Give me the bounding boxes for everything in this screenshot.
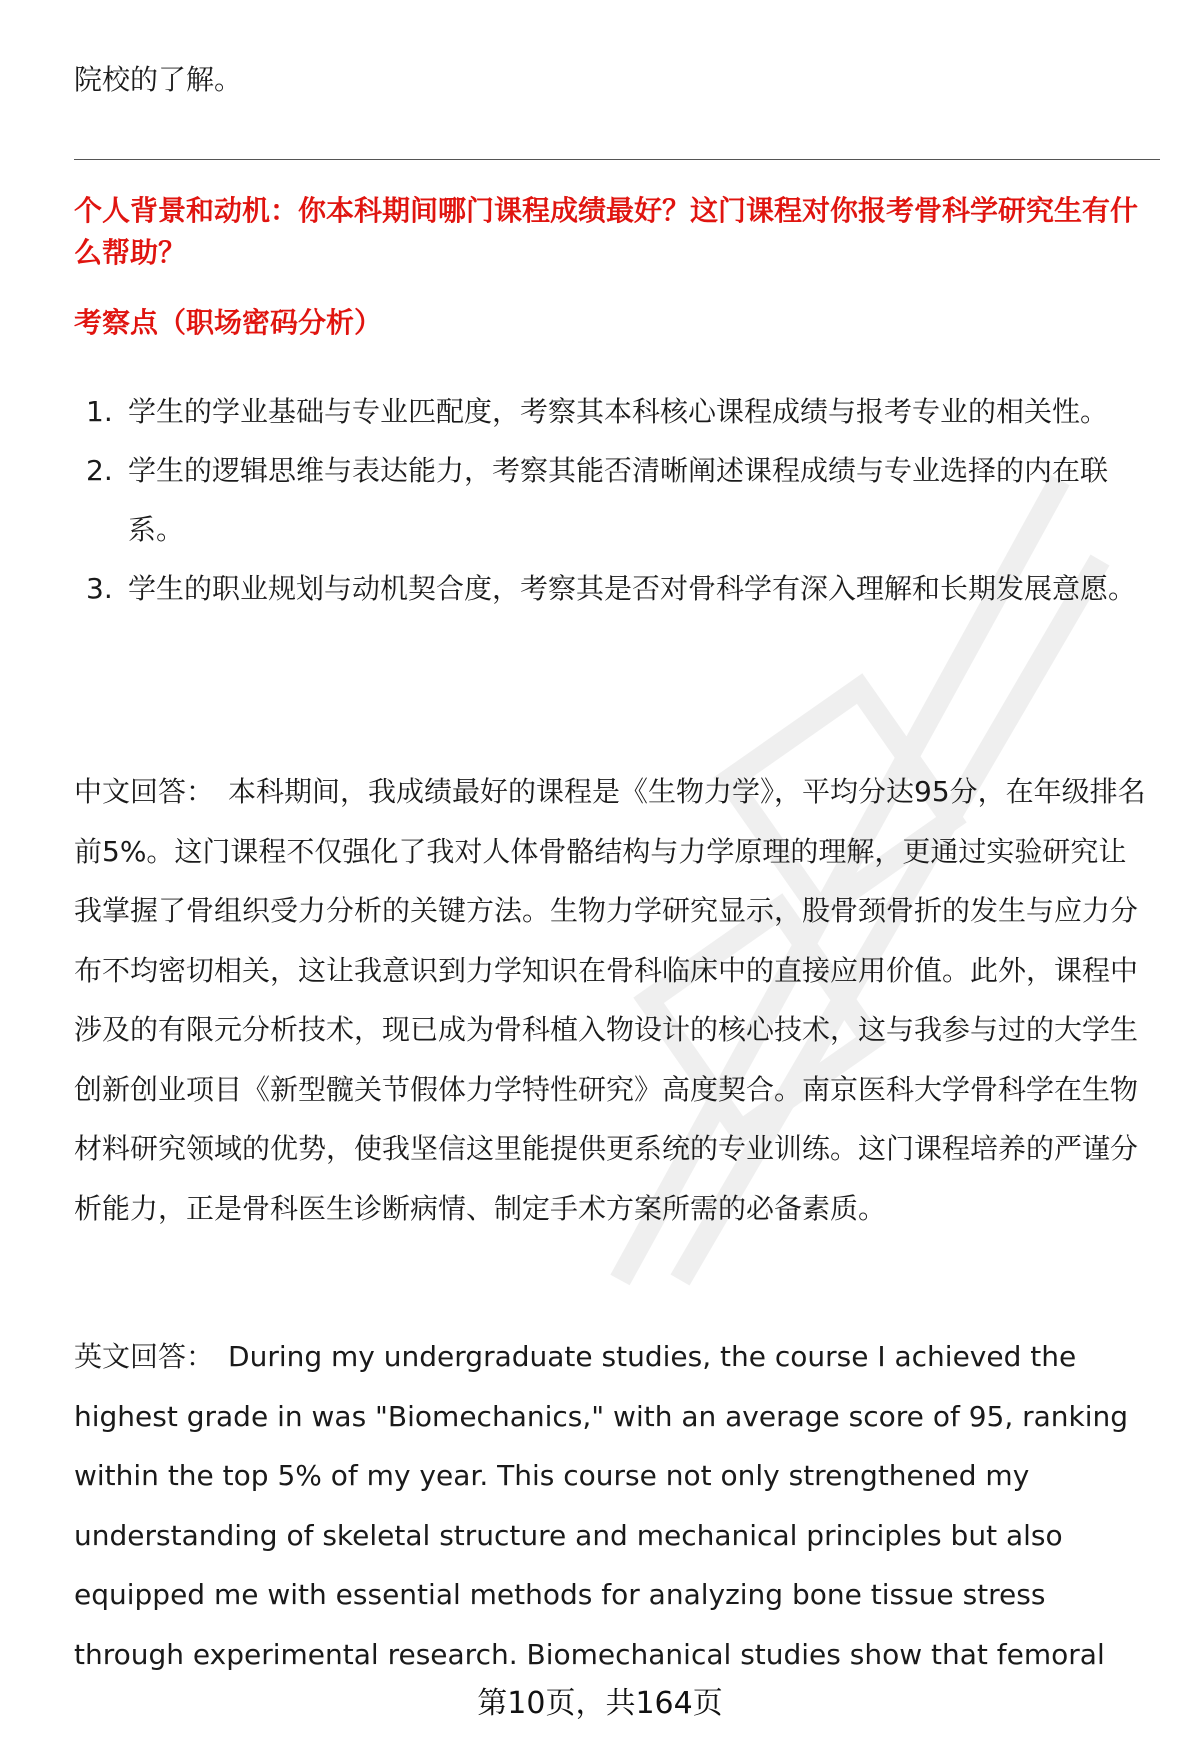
english-answer-label: 英文回答：	[74, 1340, 215, 1373]
english-answer	[74, 1327, 1154, 1684]
chinese-answer-label: 中文回答：	[74, 775, 215, 808]
list-item-number: 1.	[86, 395, 113, 428]
section-divider	[74, 159, 1160, 160]
list-item	[74, 441, 1160, 559]
question-heading: 个人背景和动机：你本科期间哪门课程成绩最好？这门课程对你报考骨科学研究生有什么帮助？	[74, 194, 1139, 269]
assessment-points-list	[74, 382, 1160, 618]
list-item-text: 学生的职业规划与动机契合度，考察其是否对骨科学有深入理解和长期发展意愿。	[128, 572, 1137, 605]
section-title: 考察点（职场密码分析）	[74, 306, 383, 339]
chinese-answer-text: 本科期间，我成绩最好的课程是《生物力学》，平均分达95分，在年级排名前5%。这门课程不仅强化了我对人体骨骼结构与力学原理的理解，更通过实验研究让我掌握了骨组织受力分析的关键方法。生物力学研究显示，股骨颈骨折的发生与应力分布不均密切相关，这让我意识到力学知识在骨科临床中的直接应用价值。此外，课程中涉及的有限元分析技术，现已成为骨科植入物设计的核心技术，这与我参与过的大学生创新创业项目《新型髋关节假体力学特性研究》高度契合。南京医科大学骨科学在生物材料研究领域的优势，使我坚信这里能提供更系统的专业训练。这门课程培养的严谨分析能力，正是骨科医生诊断病情、制定手术方案所需的必备素质。	[74, 775, 1146, 1225]
english-answer-text: During my undergraduate studies, the course I achieved the highest grade in was "Biomechanics," with an average score of 95, ranking within the top 5% of my year. This course not only strengthened my understanding of skeletal structure and mechanical principles but also equipped me with essential methods for analyzing bone tissue stress through experimental research. Biomechanical studies show that femoral	[74, 1340, 1129, 1671]
list-item-number: 2.	[86, 454, 113, 487]
list-item-text: 学生的学业基础与专业匹配度，考察其本科核心课程成绩与报考专业的相关性。	[128, 395, 1109, 428]
intro-tail-text: 院校的了解。	[74, 63, 243, 96]
list-item	[74, 382, 1160, 441]
list-item-text: 学生的逻辑思维与表达能力，考察其能否清晰阐述课程成绩与专业选择的内在联系。	[128, 454, 1109, 546]
list-item	[74, 559, 1160, 618]
list-item-number: 3.	[86, 572, 113, 605]
page-footer: 第10页，共164页	[477, 1686, 723, 1721]
chinese-answer	[74, 762, 1154, 1238]
